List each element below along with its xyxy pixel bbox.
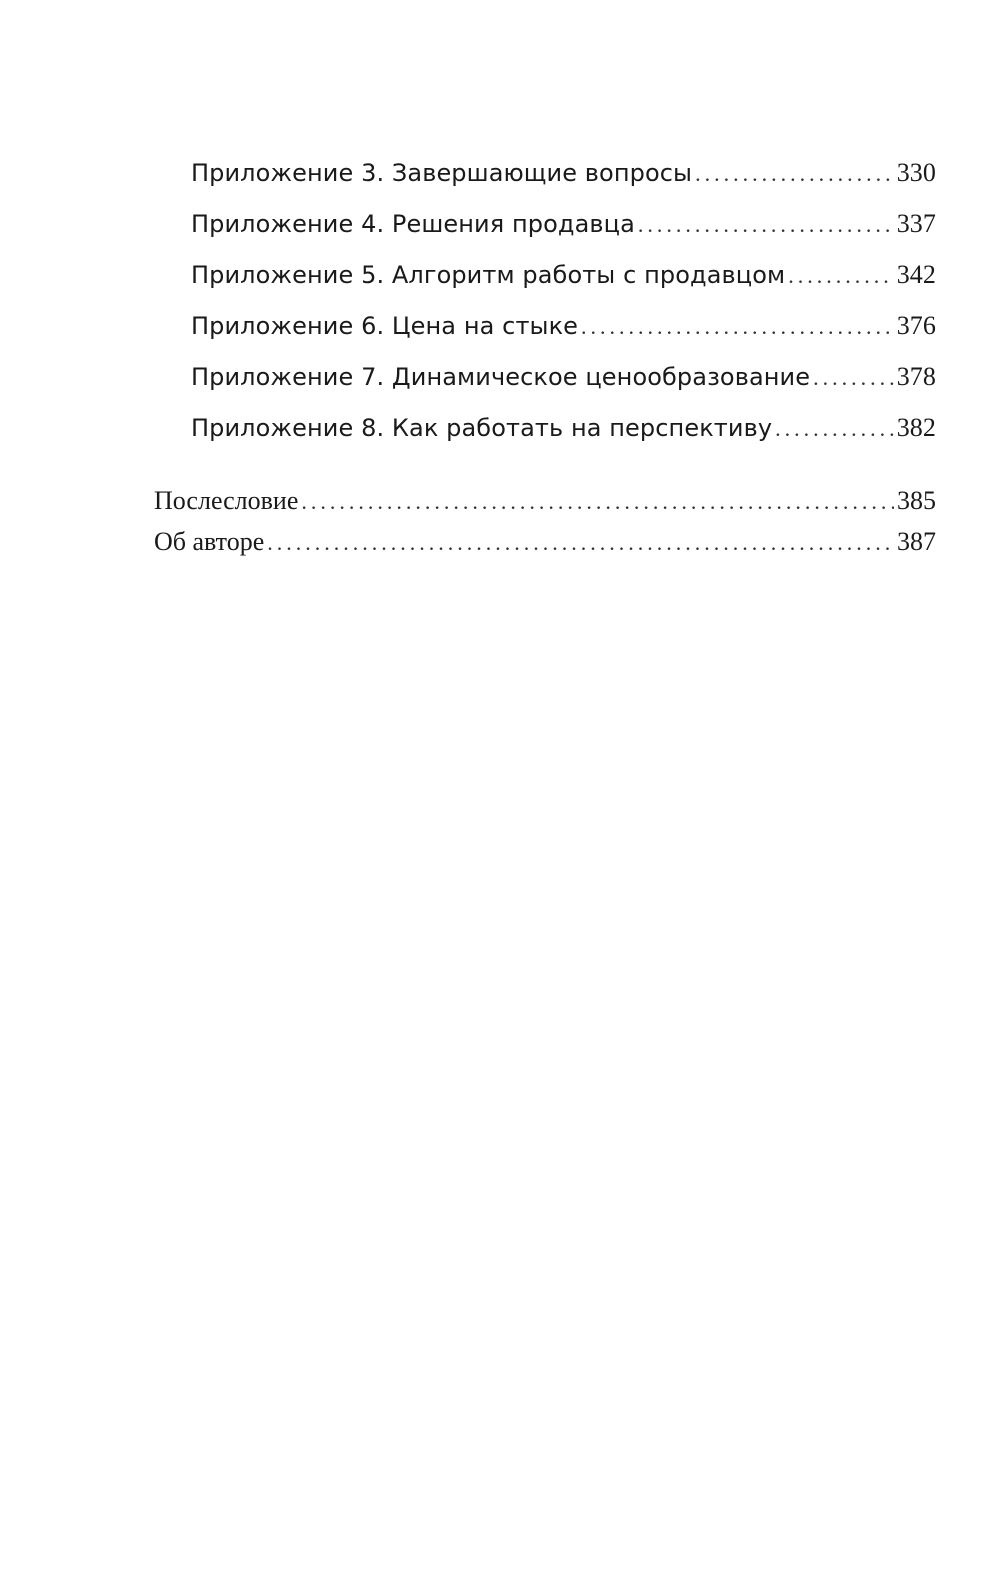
appendix-entries: [191, 158, 936, 464]
page-number: 342: [896, 260, 936, 289]
entry-title: Послесловие: [154, 486, 299, 515]
page-number: 385: [897, 486, 936, 515]
page-number: 387: [897, 527, 936, 556]
dot-leader: [581, 314, 894, 340]
dot-leader: [267, 530, 894, 556]
entry-title: Приложение 4. Решения продавца: [191, 210, 635, 238]
entry-title: Приложение 8. Как работать на перспективу: [191, 414, 773, 442]
page-number: 382: [896, 413, 936, 442]
entry-title: Приложение 3. Завершающие вопросы: [191, 159, 693, 187]
toc-entry-appendix-4[interactable]: [191, 209, 936, 260]
dot-leader: [695, 161, 894, 187]
page-number: 330: [896, 158, 936, 187]
entry-title: Об авторе: [154, 527, 265, 556]
dot-leader: [813, 365, 894, 391]
toc-entry-appendix-7[interactable]: [191, 362, 936, 413]
main-entries: [154, 486, 936, 568]
entry-title: Приложение 6. Цена на стыке: [191, 312, 579, 340]
dot-leader: [301, 489, 894, 515]
entry-title: Приложение 7. Динамическое ценообразование: [191, 363, 811, 391]
toc-entry-appendix-3[interactable]: [191, 158, 936, 209]
toc-entry-afterword[interactable]: [154, 486, 936, 527]
toc-entry-appendix-5[interactable]: [191, 260, 936, 311]
dot-leader: [638, 212, 894, 238]
page-number: 378: [896, 362, 936, 391]
dot-leader: [775, 416, 894, 442]
toc-entry-about-author[interactable]: [154, 527, 936, 568]
page-number: 337: [896, 209, 936, 238]
page-number: 376: [896, 311, 936, 340]
entry-title: Приложение 5. Алгоритм работы с продавцом: [191, 261, 786, 289]
dot-leader: [788, 263, 894, 289]
toc-entry-appendix-8[interactable]: [191, 413, 936, 464]
toc-entry-appendix-6[interactable]: [191, 311, 936, 362]
